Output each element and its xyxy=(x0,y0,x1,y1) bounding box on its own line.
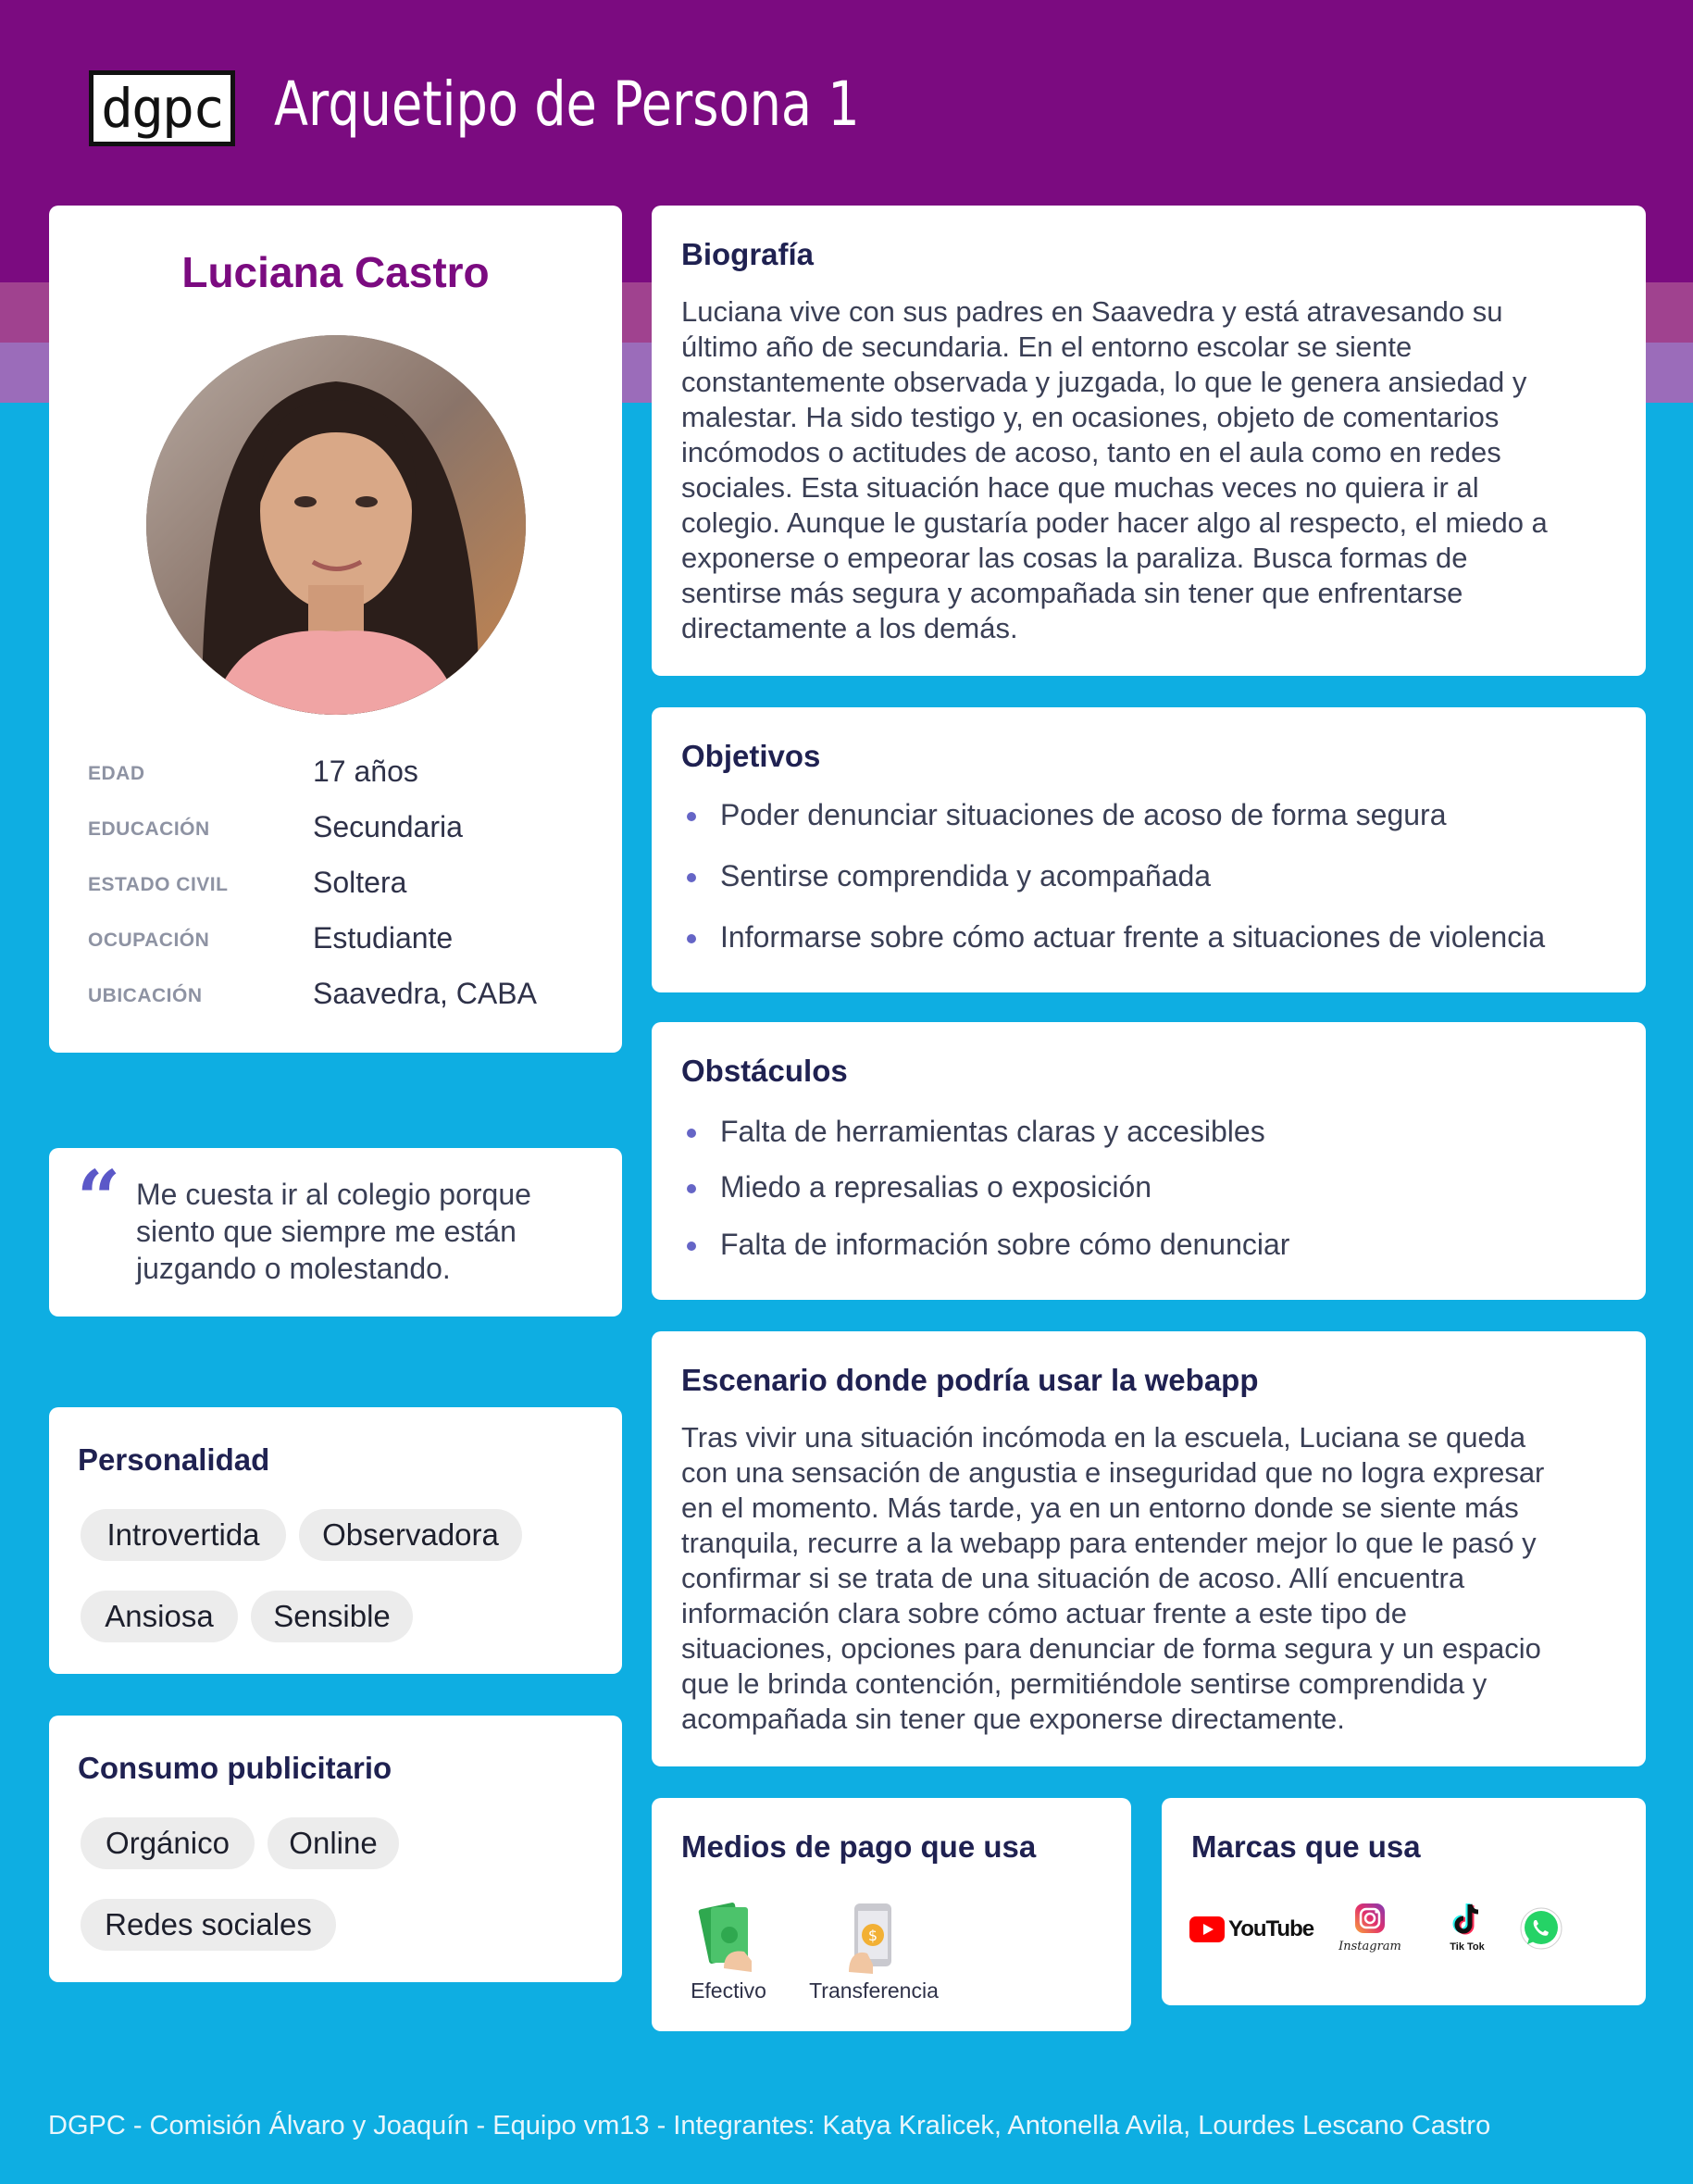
section-title: Biografía xyxy=(681,237,815,271)
info-row-ocupacion xyxy=(88,918,606,955)
list-item xyxy=(681,1170,1151,1204)
tiktok-logo xyxy=(1439,1902,1495,1953)
text-line: constantemente observada y juzgada, lo que le genera ansiedad y xyxy=(681,366,1527,398)
pay-label: Efectivo xyxy=(691,1978,766,2003)
consumo-card xyxy=(49,1716,622,1982)
info-value: Soltera xyxy=(313,866,407,899)
biografia-card xyxy=(652,206,1646,676)
text-line: en el momento. Más tarde, ya en un entorno donde se siente más xyxy=(681,1491,1519,1524)
obstaculos-card xyxy=(652,1022,1646,1300)
list-item-text: Sentirse comprendida y acompañada xyxy=(720,859,1212,892)
svg-text:$: $ xyxy=(867,1927,878,1944)
list-item xyxy=(681,920,1545,955)
text-line: sentirse más segura y acompañada sin tener que enfrentarse xyxy=(681,577,1463,609)
text-line: malestar. Ha sido testigo y, en ocasiones, objeto de comentarios xyxy=(681,401,1500,433)
section-title: Marcas que usa xyxy=(1191,1829,1421,1864)
bullet-icon xyxy=(687,1184,696,1193)
instagram-wordmark: Instagram xyxy=(1338,1940,1401,1953)
instagram-logo xyxy=(1338,1902,1402,1953)
whatsapp-icon xyxy=(1518,1905,1564,1952)
section-title: Personalidad xyxy=(78,1442,270,1477)
text-line: que le brinda contención, permitiéndole sentirse comprendida y xyxy=(681,1667,1488,1700)
escenario-card xyxy=(652,1331,1646,1766)
tag-pill: Introvertida xyxy=(81,1509,286,1561)
list-item-text: Informarse sobre cómo actuar frente a situaciones de violencia xyxy=(720,920,1546,954)
info-key: EDUCACIÓN xyxy=(88,818,210,840)
tag-pill: Sensible xyxy=(251,1591,413,1642)
phone-transfer-icon xyxy=(841,1900,906,1974)
info-key: EDAD xyxy=(88,763,145,784)
medios-pago-card xyxy=(652,1798,1131,2031)
cash-icon xyxy=(696,1900,761,1974)
quote-card xyxy=(49,1148,622,1317)
profile-card xyxy=(49,206,622,1053)
info-key: ESTADO CIVIL xyxy=(88,874,229,895)
youtube-icon xyxy=(1189,1916,1225,1942)
info-row-edad xyxy=(88,752,606,789)
text-line: sociales. Esta situación hace que muchas veces no quiera ir al xyxy=(681,471,1479,504)
info-row-ubicacion xyxy=(88,974,606,1011)
marcas-card xyxy=(1162,1798,1646,2005)
list-item-text: Falta de herramientas claras y accesibles xyxy=(720,1115,1265,1148)
whatsapp-logo xyxy=(1518,1905,1564,1956)
persona-name: Luciana Castro xyxy=(181,248,490,296)
tag-pill: Observadora xyxy=(299,1509,522,1561)
info-key: OCUPACIÓN xyxy=(88,930,210,951)
youtube-logo xyxy=(1189,1916,1313,1942)
info-value: Secundaria xyxy=(313,810,463,843)
tag-pill: Ansiosa xyxy=(81,1591,238,1642)
pay-item-efectivo xyxy=(679,1900,778,2003)
text-line: confirmar si se trata de una situación de acoso. Allí encuentra xyxy=(681,1562,1465,1594)
tag-pill: Orgánico xyxy=(81,1817,255,1869)
text-line: acompañada sin tener que exponerse directamente. xyxy=(681,1703,1345,1735)
tag-pill: Redes sociales xyxy=(81,1899,336,1951)
text-line: exponerse o empeorar las cosas la paraliza. Busca formas de xyxy=(681,542,1468,574)
pay-label: Transferencia xyxy=(809,1978,939,2003)
avatar xyxy=(146,335,526,715)
section-title: Obstáculos xyxy=(681,1054,848,1088)
logo-text: dgpc xyxy=(101,77,223,140)
info-value: Saavedra, CABA xyxy=(313,977,537,1010)
list-item xyxy=(681,1115,1265,1149)
bullet-icon xyxy=(687,1242,696,1251)
section-title: Objetivos xyxy=(681,739,821,773)
escenario-text xyxy=(681,1420,1607,1737)
objetivos-card xyxy=(652,707,1646,992)
footer-credits: DGPC - Comisión Álvaro y Joaquín - Equipo vm13 - Integrantes: Katya Kralicek, Antonella Avila, Lourdes Lescano Castro xyxy=(48,2111,1491,2140)
info-row-educacion xyxy=(88,807,606,844)
text-line: información clara sobre cómo actuar frente a este tipo de xyxy=(681,1597,1408,1629)
text-line: incómodos o actitudes de acoso, tanto en el aula como en redes xyxy=(681,436,1501,468)
quote-icon: “ xyxy=(77,1154,121,1243)
instagram-icon xyxy=(1353,1902,1387,1935)
list-item-text: Miedo a represalias o exposición xyxy=(720,1170,1152,1204)
list-item xyxy=(681,1228,1289,1262)
info-key: UBICACIÓN xyxy=(88,985,203,1006)
text-line: último año de secundaria. En el entorno escolar se siente xyxy=(681,331,1413,363)
youtube-wordmark: YouTube xyxy=(1228,1916,1314,1941)
tiktok-wordmark: Tik Tok xyxy=(1450,1941,1485,1953)
list-item xyxy=(681,859,1211,893)
quote-text: Me cuesta ir al colegio porque siento que siempre me están juzgando o molestando. xyxy=(136,1178,531,1285)
bullet-icon xyxy=(687,934,696,943)
text-line: Tras vivir una situación incómoda en la escuela, Luciana se queda xyxy=(681,1421,1526,1454)
bullet-icon xyxy=(687,873,696,882)
info-row-estado-civil xyxy=(88,863,606,900)
list-item xyxy=(681,798,1446,832)
section-title: Medios de pago que usa xyxy=(681,1829,1037,1864)
avatar-portrait xyxy=(146,335,526,715)
pay-item-transferencia xyxy=(800,1900,948,2003)
text-line: con una sensación de angustia e inseguridad que no logra expresar xyxy=(681,1456,1545,1489)
tag-pill: Online xyxy=(268,1817,399,1869)
section-title: Consumo publicitario xyxy=(78,1751,392,1785)
page-title: Arquetipo de Persona 1 xyxy=(274,69,860,140)
info-value: Estudiante xyxy=(313,921,454,955)
biografia-text xyxy=(681,294,1607,646)
text-line: tranquila, recurre a la webapp para entender mejor lo que le pasó y xyxy=(681,1527,1537,1559)
text-line: situaciones, opciones para denunciar de forma segura y un espacio xyxy=(681,1632,1541,1665)
info-value: 17 años xyxy=(313,755,418,788)
text-line: directamente a los demás. xyxy=(681,612,1018,644)
section-title: Escenario donde podría usar la webapp xyxy=(681,1363,1259,1397)
text-line: Luciana vive con sus padres en Saavedra y está atravesando su xyxy=(681,295,1503,328)
list-item-text: Poder denunciar situaciones de acoso de forma segura xyxy=(720,798,1447,831)
personalidad-card xyxy=(49,1407,622,1674)
list-item-text: Falta de información sobre cómo denunciar xyxy=(720,1228,1290,1261)
tiktok-icon xyxy=(1451,1902,1483,1937)
text-line: colegio. Aunque le gustaría poder hacer algo al respecto, el miedo a xyxy=(681,506,1548,539)
dgpc-logo xyxy=(89,70,235,146)
bullet-icon xyxy=(687,812,696,821)
bullet-icon xyxy=(687,1129,696,1138)
